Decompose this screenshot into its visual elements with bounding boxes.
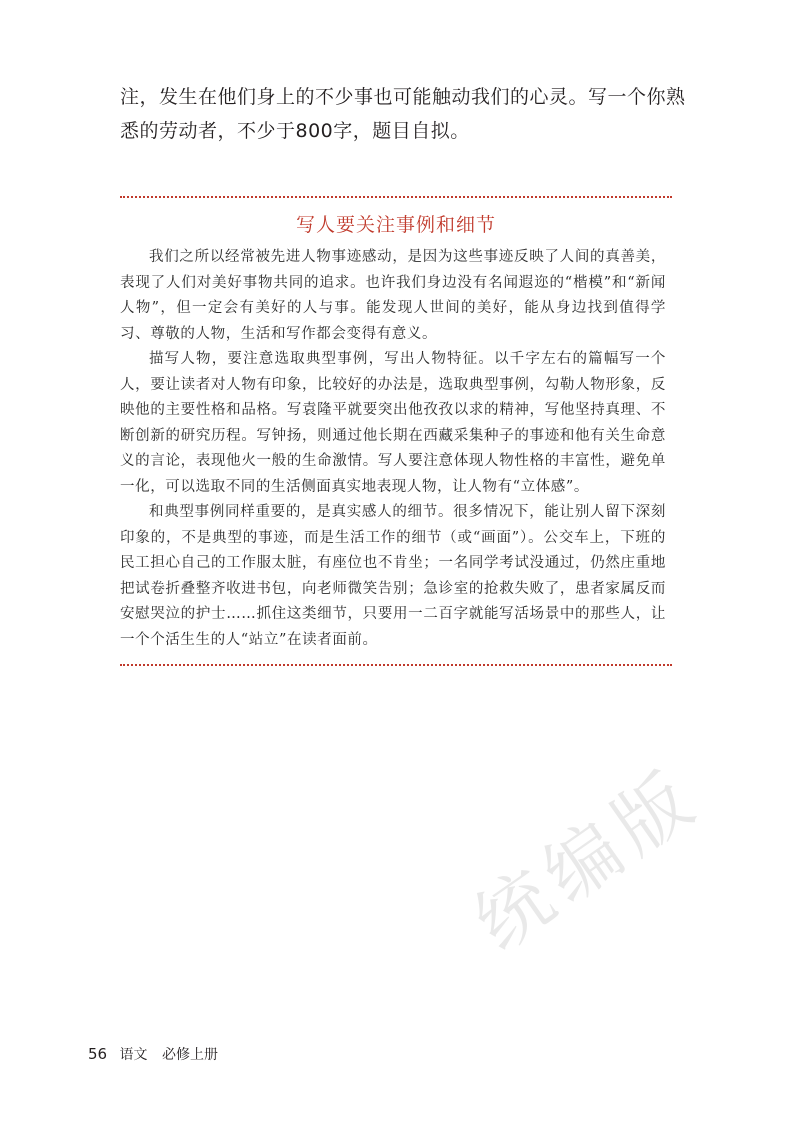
tip-box-body (120, 245, 672, 653)
watermark: 统编版 (459, 752, 716, 968)
tip-box-title: 写人要关注事例和细节 (295, 214, 496, 236)
page-footer (88, 1044, 228, 1064)
tip-paragraph-3: 和典型事例同样重要的，是真实感人的细节。很多情况下，能让别人留下深刻印象的，不是典型的事迹，而是生活工作的细节（或“画面”）。公交车上，下班的民工担心自己的工作服太脏，有座位也不肯坐；一名同学考试没通过，仍然庄重地把试卷折叠整齐收进书包，向老师微笑告别；急诊室的抢救失败了，患者家属反而安慰哭泣的护士……抓住这类细节，只要用一二百字就能写活场景中的那些人，让一个个活生生的人“站立”在读者面前。 (120, 504, 666, 648)
intro-paragraph: 注，发生在他们身上的不少事也可能触动我们的心灵。写一个你熟悉的劳动者，不少于800字，题目自拟。 (120, 86, 686, 142)
volume-label: 必修上册 (162, 1047, 218, 1063)
tip-paragraph-1: 我们之所以经常被先进人物事迹感动，是因为这些事迹反映了人间的真善美，表现了人们对美好事物共同的追求。也许我们身边没有名闻遐迩的“楷模”和“新闻人物”，但一定会有美好的人与事。能发现人世间的美好，能从身边找到值得学习、尊敬的人物，生活和写作都会变得有意义。 (120, 249, 666, 342)
page-number: 56 (88, 1045, 108, 1063)
subject-label: 语文 (119, 1047, 148, 1063)
tip-paragraph-2: 描写人物，要注意选取典型事例，写出人物特征。以千字左右的篇幅写一个人，要让读者对人物有印象，比较好的办法是，选取典型事例，勾勒人物形象，反映他的主要性格和品格。写袁隆平就要突出他孜孜以求的精神，写他坚持真理、不断创新的研究历程。写钟扬，则通过他长期在西藏采集种子的事迹和他有关生命意义的言论，表现他火一般的生命激情。写人要注意体现人物性格的丰富性，避免单一化，可以选取不同的生活侧面真实地表现人物，让人物有“立体感”。 (120, 351, 666, 495)
tip-box (120, 196, 672, 666)
